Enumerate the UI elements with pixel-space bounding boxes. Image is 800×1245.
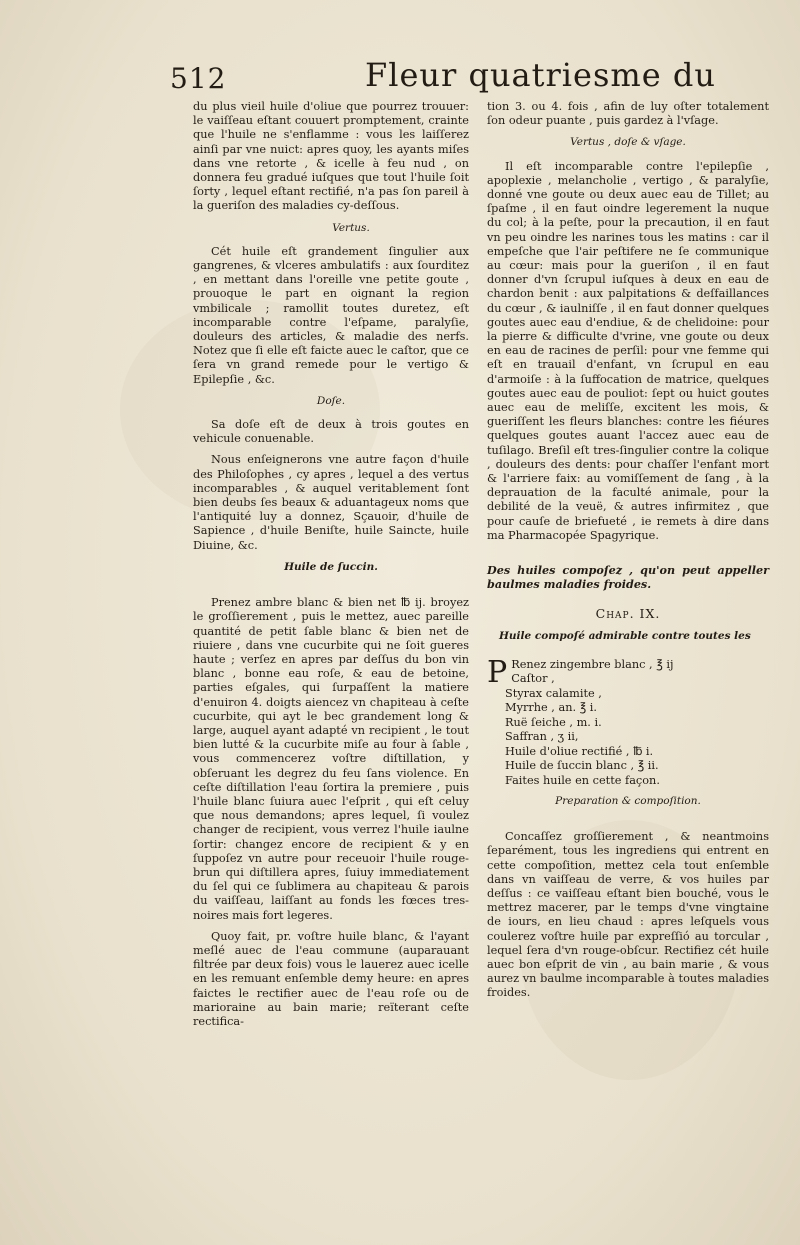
recipe-line: Ruë ſeiche , m. i. (505, 715, 602, 729)
recipe-line: Styrax calamite , (505, 686, 602, 700)
drop-cap: P (487, 654, 508, 690)
paragraph: Prenez ambre blanc & bien net ℔ ij. broyez le groſſierement , puis le mettez, auec pareille quantité de petit ſable blanc & bien net de riuiere , dans vne cucurbite qui ne ſoit gueres haute ; verſez en apres par deſſus du bon vin blanc , bonne eau roſe, & eau de betoine, parties eſgales, qui ſurpaſſent la matiere d'enuiron 4. doigts aiencez vn chapiteau à ceſte cucurbite, qui ayt le bec grandement long & large, auquel ayant adapté vn recipient , le tout bien lutté & la cucurbite miſe au four à ſable , vous commencerez voſtre diſtillation, y obſeruant les degrez du feu ſans violence. En ceſte diſtillation l'eau ſortira la premiere , puis l'huile blanc ſuiura auec l'eſprit , qui eſt celuy que nous demandons; apres lequel, ſi voulez changer de recipient, vous verrez l'huile iaulne ſortir: changez encore de recipient & y en ſuppoſez vn autre pour receuoir l'huile rouge-brun qui diſtillera apres, ſuiuy immediatement du ſel qui ce ſublimera au chapiteau & parois du vaiſſeau, laiſſant au fonds les fœces tres-noires mais fort legeres. (193, 596, 469, 922)
rubric-vertus-dose-usage: Vertus , doſe & vſage. (570, 136, 686, 149)
page-number: 512 (170, 62, 227, 95)
paragraph: Quoy fait, pr. voſtre huile blanc, & l'ayant meſlé auec de l'eau commune (auparauant filtrée par deux fois) vous le lauerez auec icelle en les remuant enſemble demy heure: en apres faictes le rectifier auec de l'eau roſe ou de marioraine au bain marie; reïterant ceſte rectifica- (193, 929, 469, 1028)
paragraph: Nous enſeignerons vne autre façon d'huile des Philoſophes , cy apres , lequel a des vertus incomparables , & auquel veritablement ſont bien deubs ſes beaux & aduantageux noms que l'antiquité luy a donnez, Sçauoir, d'huile de Sapience , d'huile Beniſte, huile Saincte, huile Diuine, &c. (193, 453, 469, 552)
left-column (193, 100, 469, 1036)
chapter-subtitle: Huile compoſé admirable contre toutes les (499, 630, 751, 643)
recipe-line: Caſtor , (511, 672, 555, 685)
paragraph: Concaſſez groſſierement , & neantmoins ſeparément, tous les ingrediens qui entrent en cette compoſition, mettez cela tout enſemble dans vn vaiſſeau de verre, & vos huiles par deſſus : ce vaiſſeau eſtant bien bouché, vous le mettrez macerer, par le temps d'vne vingtaine de iours, en lieu chaud : apres leſquels vous coulerez voſtre huile par expreſſió au torcular , lequel ſera d'vn rouge-obſcur. Rectifiez cét huile auec bon eſprit de vin , au bain marie , & vous aurez vn baulme incomparable à toutes maladies froides. (487, 830, 769, 1000)
running-head (170, 48, 760, 100)
recipe-line: Huile de ſuccin blanc , ℥ ii. (505, 759, 659, 772)
paragraph: tion 3. ou 4. fois , afin de luy oſter totalement ſon odeur puante , puis gardez à l'vſage. (487, 100, 769, 128)
paragraph: Cét huile eſt grandement ſingulier aux gangrenes, & vlceres ambulatifs : aux ſourditez , en mettant dans l'oreille vne petite goute , prouoque le part en oignant la region vmbilicale ; ramollit toutes duretez, eſt incomparable contre l'eſpame, paralyſie, douleurs des articles, & maladie des nerfs. Notez que ſi elle eſt faicte auec le caſtor, que ce ſera vn grand remede pour le vertigo & Epilepſie , &c. (193, 244, 469, 386)
rubric-huile-de-succin: Huile de ſuccin. (284, 560, 378, 573)
paragraph: du plus vieil huile d'oliue que pourrez trouuer: le vaiſſeau eſtant couuert promptement, crainte que l'huile ne s'enflamme : vous les laiſſerez ainſi par vne nuict: apres quoy, les ayants miſes dans vne retorte , & icelle à feu nud , on donnera feu gradué iuſques que tout l'huile ſoit ſorty , lequel eſtant rectifié, n'a pas ſon pareil à la gueriſon des maladies cy-deſſous. (193, 100, 469, 213)
recipe-line: Faites huile en cette façon. (505, 773, 660, 787)
right-column (487, 100, 769, 1008)
recipe-line: Myrrhe , an. ℥ i. (505, 701, 597, 714)
running-title: Fleur quatriesme du (365, 56, 716, 94)
rubric-vertus: Vertus. (332, 221, 370, 234)
recipe-line: Huile d'oliue rectifié , ℔ i. (505, 744, 654, 758)
paragraph: Il eſt incomparable contre l'epilepſie , apoplexie , melancholie , vertigo , & paralyſie, donné vne goute ou deux auec eau de Tillet; au ſpaſme , il en faut oindre legerement la nuque du col; à la peſte, pour la precaution, il en faut vn peu oindre les narines tous les matins : car il empeſche que l'air peſtifere ne ſe communique au cœur: mais pour la gueriſon , il en faut donner d'vn ſcrupul iuſques à deux en eau de chardon benit : aux palpitations & deſfaillances du cœur , & iaulniſſe , il en faut donner quelques goutes auec eau d'endiue, & de chelidoine: pour la pierre & difficulte d'vrine, vne goute ou deux en eau de racines de perſil: pour vne femme qui eſt en trauail d'enfant, vn ſcrupul en eau d'armoiſe : à la ſuffocation de matrice, quelques goutes auec eau de pouliot: ſept ou huict goutes auec eau de meliſſe, excitent les mois, & gueriſſent les fleurs blanches: contre les fiéures quelques goutes auant l'accez auec eau de tuſilago. Breſil eſt tres-ſingulier contre la colique , douleurs des dents: pour chaſſer l'enfant mort & l'arriere faix: au vomiſſement de ſang , à la deprauation de la faculté animale, pour la debilité de la veuë, & autres infirmitez , que pour cauſe de briefueté , ie remets à dire dans ma Pharmacopée Spagyrique. (487, 159, 769, 542)
rubric-preparation: Preparation & compoſition. (555, 795, 701, 807)
recipe-line: Saffran , ʒ ii, (505, 730, 579, 743)
chapter-heading: Chap. IX. (595, 606, 661, 622)
recipe-line: P Renez zingembre blanc , ℥ ij (487, 654, 674, 690)
section-title: Des huiles compoſez , qu'on peut appeller baulmes maladies froides. (487, 563, 769, 592)
paragraph: Sa doſe eſt de deux à trois goutes en vehicule conuenable. (193, 418, 469, 446)
recipe-list (487, 654, 769, 789)
rubric-dose: Doſe. (316, 394, 346, 407)
